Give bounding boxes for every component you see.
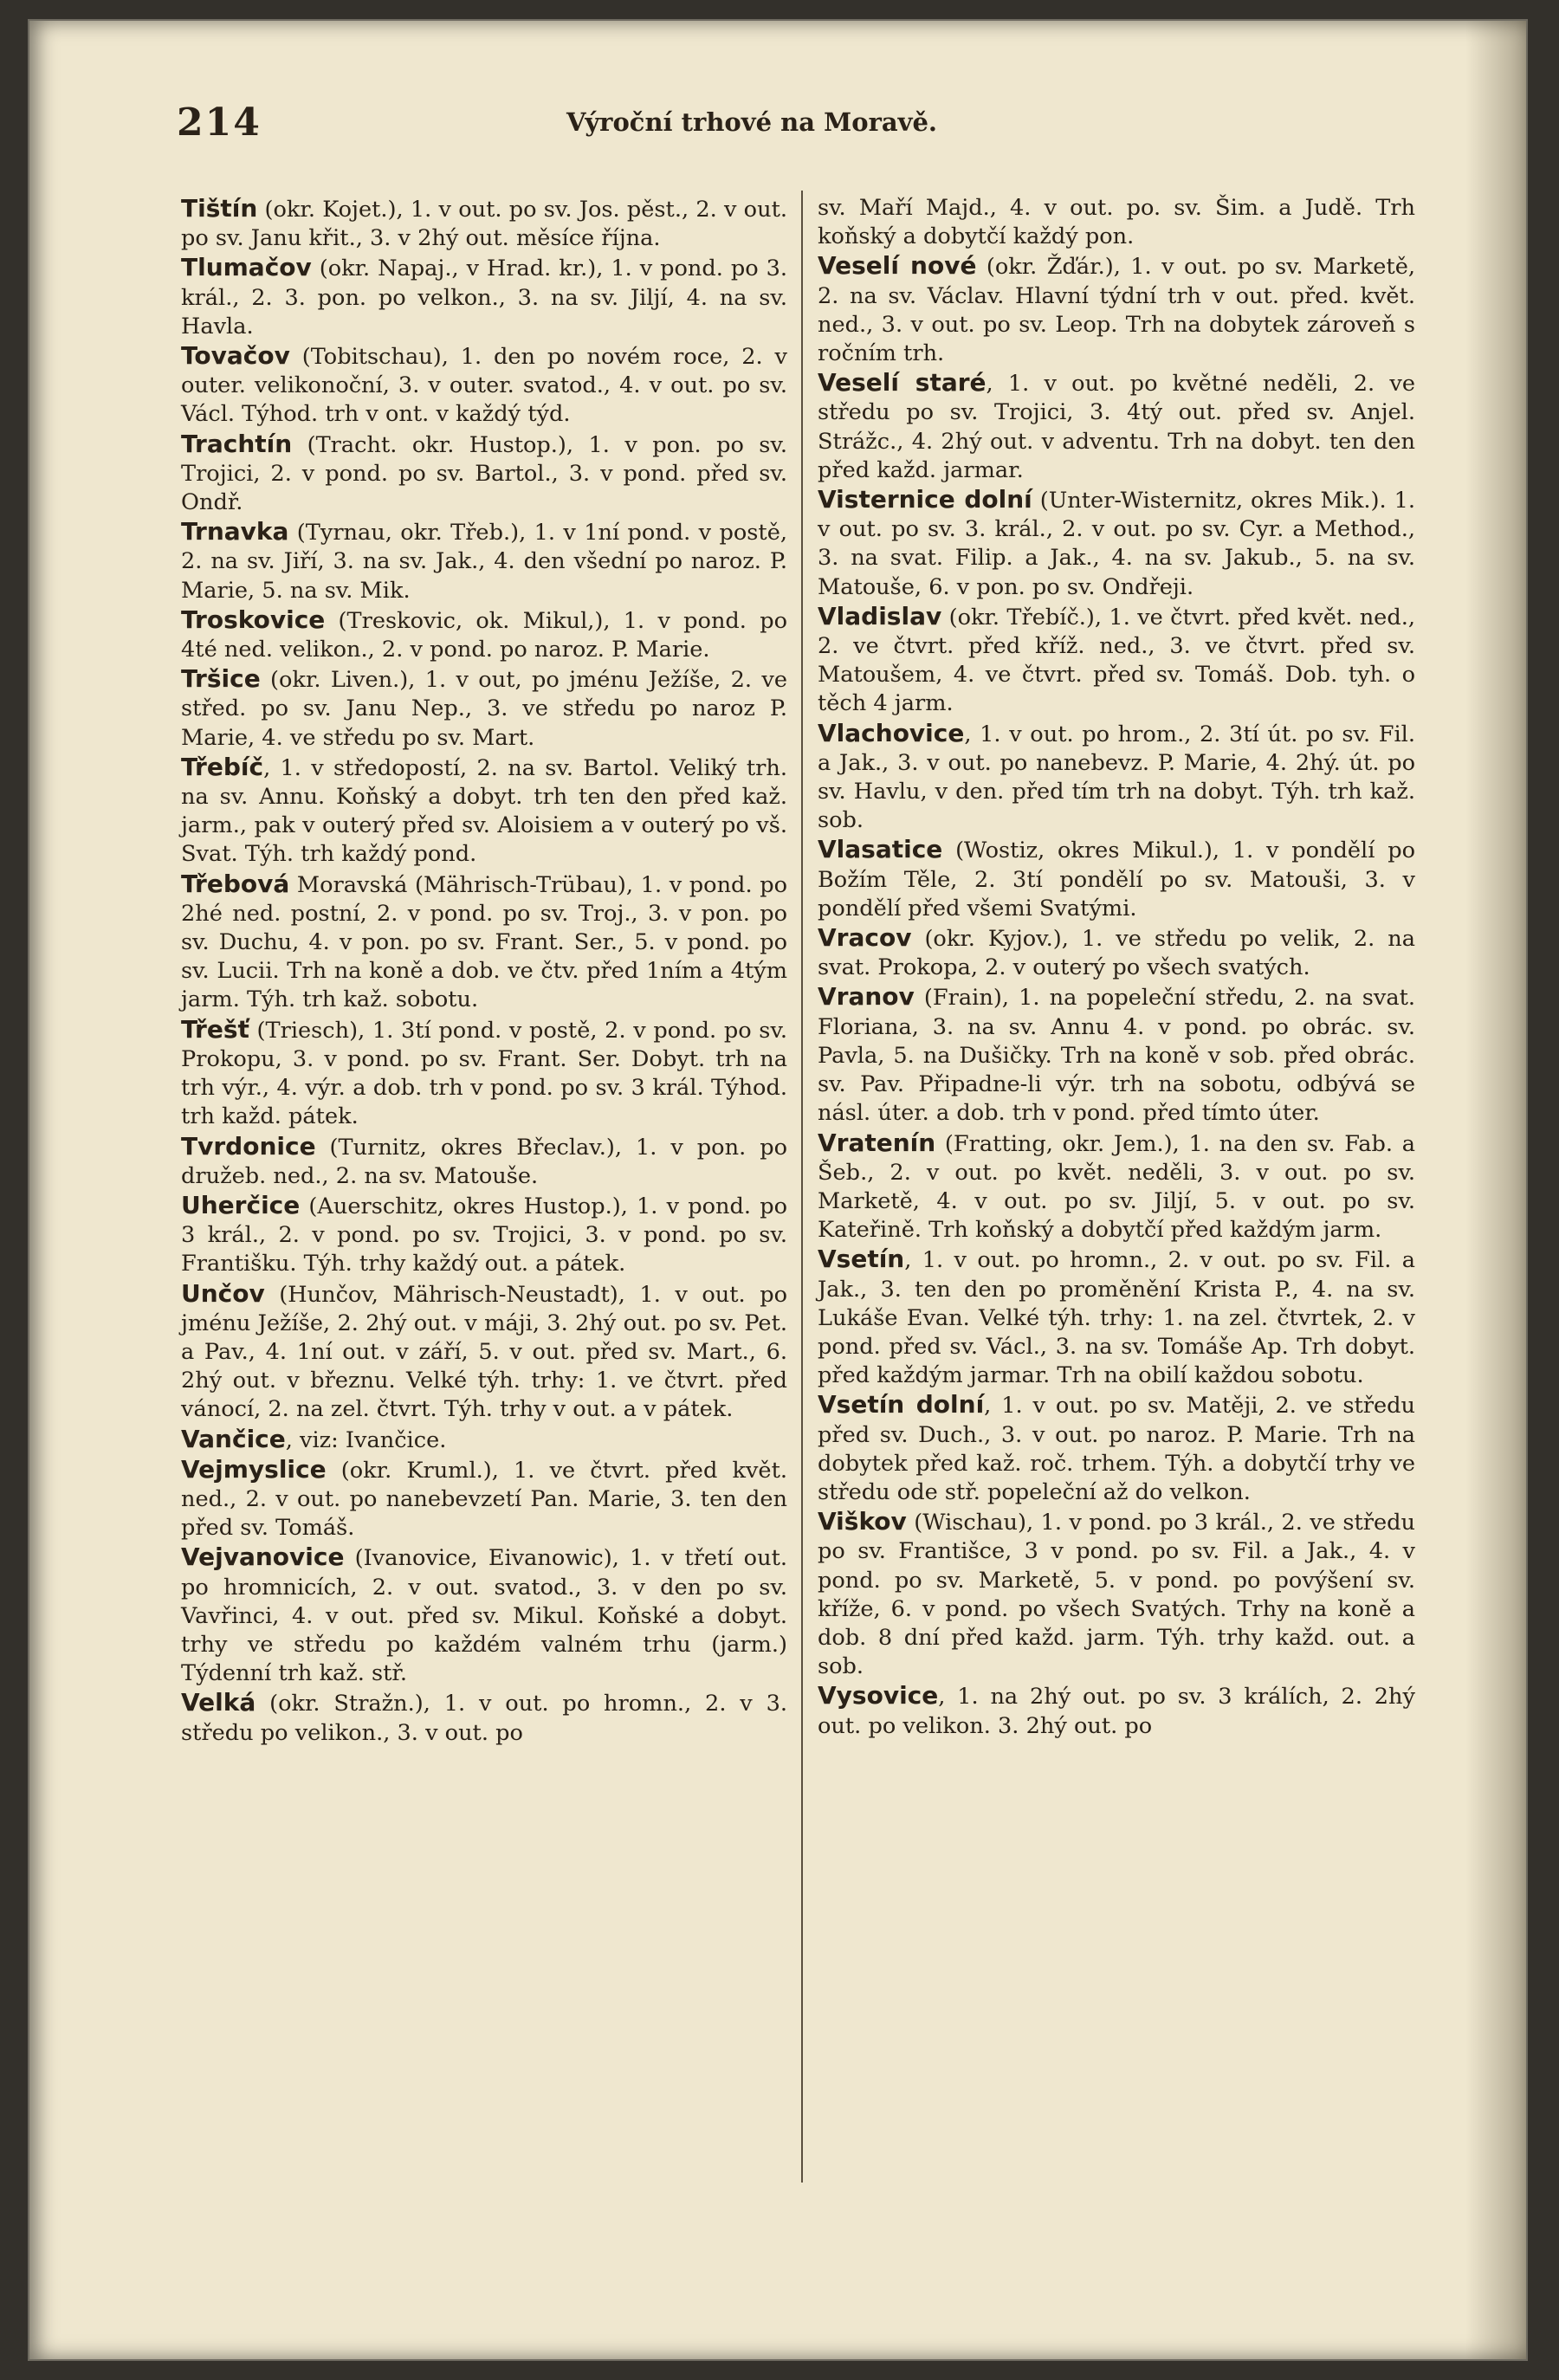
entry-text: Moravská (Mährisch-Trübau), 1. v pond. po 2hé ned. postní, 2. v pond. po sv. Troj., 3. v pon. po sv. Duchu, 4. v pon. po sv. Frant. Ser., 5. v pond. po sv. Lucii. Trh na koně a dob. ve čtv. před 1ním a 4tým jarm. Týh. trh kaž. sobotu.: [181, 871, 787, 1013]
entry-text: (okr. Kojet.), 1. v out. po sv. Jos. pěst., 2. v out. po sv. Janu křit., 3. v 2hý out. měsíce října.: [181, 197, 787, 252]
entry-text: (okr. Liven.), 1. v out, po jménu Ježíše, 2. ve střed. po sv. Janu Nep., 3. ve středu po naroz P. Marie, 4. ve středu po sv. Mart.: [181, 667, 787, 751]
entry-headword: Veselí staré: [818, 368, 987, 398]
gazetteer-entry: [181, 1015, 787, 1132]
entry-text: (Wostiz, okres Mikul.), 1. v pondělí po Božím Těle, 2. 3tí pondělí po sv. Matouši, 3. v pondělí před všemi Svatými.: [818, 838, 1415, 922]
entry-headword: Vejvanovice: [181, 1542, 345, 1572]
gazetteer-entry: [818, 1390, 1415, 1507]
gazetteer-entry: [181, 194, 787, 253]
entry-text: (okr. Třebíč.), 1. ve čtvrt. před květ. ned., 2. ve čtvrt. před kříž. ned., 3. ve čtvrt. před sv. Matoušem, 4. ve čtvrt. před sv. Tomáš. Dob. tyh. o těch 4 jarm.: [818, 604, 1415, 717]
entry-headword: Vančice: [181, 1424, 286, 1453]
entry-headword: Tvrdonice: [181, 1131, 316, 1161]
gazetteer-entry: [181, 605, 787, 664]
entry-headword: Třebíč: [181, 752, 264, 781]
entry-text: (Auerschitz, okres Hustop.), 1. v pond. po 3 král., 2. v pond. po sv. Trojici, 3. v pond. po sv. Františku. Týh. trhy každý out. a pátek.: [181, 1193, 787, 1277]
entry-text: (Unter-Wisternitz, okres Mik.). 1. v out. po sv. 3. král., 2. v out. po sv. Cyr. a Method., 3. na svat. Filip. a Jak., 4. na sv. Jakub., 5. na sv. Matouše, 6. v pon. po sv. Ondřeji.: [818, 488, 1416, 600]
entry-text: , 1. v středopostí, 2. na sv. Bartol. Veliký trh. na sv. Annu. Koňský a dobyt. trh ten den před kaž. jarm., pak v outerý před sv. Aloisiem a v outerý po vš. Svat. Týh. trh každý pond.: [181, 754, 787, 868]
entry-text: (okr. Stražn.), 1. v out. po hromn., 2. v 3. středu po velikon., 3. v out. po: [181, 1691, 787, 1746]
gazetteer-entry: [818, 1681, 1415, 1740]
entry-headword: Veselí nové: [818, 251, 977, 281]
entry-text: (okr. Kyjov.), 1. ve středu po velik, 2. na svat. Prokopa, 2. v outerý po všech svatých.: [818, 926, 1415, 981]
gazetteer-entry: [181, 870, 787, 1015]
gazetteer-entry: [181, 517, 787, 605]
entry-text: (Frain), 1. na popeleční středu, 2. na svat. Floriana, 3. na sv. Annu 4. v pond. po obrác. sv. Pavla, 5. na Dušičky. Trh na koně v sob. před obrác. sv. Pav. Připadne-li výr. trh na sobotu, odbývá se násl. úter. a dob. trh v pond. před tímto úter.: [818, 985, 1415, 1127]
entry-text: (okr. Žďár.), 1. v out. po sv. Marketě, 2. na sv. Václav. Hlavní týdní trh v out. před. květ. ned., 3. v out. po sv. Leop. Trh na dobytek zároveň s ročním trh.: [818, 254, 1416, 367]
page-number: 214: [177, 100, 262, 145]
entry-headword: Velká: [181, 1688, 256, 1717]
page-header: [177, 100, 1476, 152]
entry-headword: Unčov: [181, 1278, 265, 1308]
gazetteer-entry: [181, 253, 787, 341]
gazetteer-entry: [181, 1542, 787, 1688]
running-title: Výroční trhové na Moravě.: [566, 107, 938, 137]
entry-headword: Trachtín: [181, 429, 293, 458]
entry-headword: Vracov: [818, 923, 912, 953]
entry-headword: Vejmyslice: [181, 1454, 327, 1484]
gazetteer-entry: [181, 1132, 787, 1191]
entry-headword: Vysovice: [818, 1681, 939, 1711]
entry-headword: Vlachovice: [818, 718, 965, 747]
entry-headword: Tlumačov: [181, 253, 312, 282]
gazetteer-entry: [181, 1191, 787, 1279]
gazetteer-entry: [181, 1455, 787, 1543]
entry-headword: Tištín: [181, 194, 258, 223]
entry-text: , 1. v out. po květné neděli, 2. ve středu po sv. Trojici, 3. 4tý out. před sv. Anjel. Strážc., 4. 2hý out. v adventu. Trh na dobyt. ten den před každ. jarmar.: [818, 371, 1415, 483]
entry-text: , 1. na 2hý out. po sv. 3 králích, 2. 2hý out. po velikon. 3. 2hý out. po: [818, 1684, 1415, 1739]
entry-headword: Třebová: [181, 869, 290, 898]
entry-text: (okr. Napaj., v Hrad. kr.), 1. v pond. po 3. král., 2. 3. pon. po velkon., 3. na sv. Jiljí, 4. na sv. Havla.: [181, 255, 787, 340]
entry-headword: Vsetín: [818, 1245, 905, 1274]
entry-headword: Vladislav: [818, 601, 942, 631]
entry-text: (Tyrnau, okr. Třeb.), 1. v 1ní pond. v postě, 2. na sv. Jiří, 3. na sv. Jak., 4. den všední po naroz. P. Marie, 5. na sv. Mik.: [181, 520, 787, 604]
gazetteer-entry: [818, 485, 1415, 602]
gazetteer-entry: [181, 430, 787, 518]
gazetteer-entry: [818, 835, 1415, 923]
gazetteer-entry: [818, 719, 1415, 836]
page-spine-shadow: [1465, 21, 1526, 2359]
entry-headword: Vlasatice: [818, 835, 943, 864]
entry-headword: Tršice: [181, 664, 261, 694]
entry-text: , viz: Ivančice.: [285, 1426, 447, 1453]
gazetteer-entry: [181, 341, 787, 430]
entry-text: (Triesch), 1. 3tí pond. v postě, 2. v pond. po sv. Prokopu, 3. v pond. po sv. Frant. Ser. Dobyt. trh na trh výr., 4. výr. a dob. trh v pond. po sv. 3 král. Týhod. trh každ. pátek.: [181, 1017, 787, 1130]
book-page: [29, 21, 1526, 2359]
entry-headword: Vranov: [818, 982, 915, 1012]
column-divider: [801, 191, 803, 2183]
entry-text: , 1. v out. po hromn., 2. v out. po sv. Fil. a Jak., 3. ten den po proměnění Krista P., 4. na sv. Lukáše Evan. Velké týh. trhy: 1. na zel. čtvrtek, 2. v pond. před sv. Václ., 3. na sv. Tomáše Ap. Trh dobyt. před každým jarmar. Trh na obilí každou sobotu.: [818, 1247, 1415, 1389]
entry-headword: Vsetín dolní: [818, 1390, 985, 1420]
entry-text: (Treskovic, ok. Mikul,), 1. v pond. po 4té ned. velikon., 2. v pond. po naroz. P. Marie.: [181, 607, 787, 663]
entry-text: , 1. v out. po sv. Matěji, 2. ve středu před sv. Duch., 3. v out. po naroz. P. Marie. Trh na dobytek před kaž. roč. trhem. Týh. a dobytčí trhy ve středu ode stř. popeleční až do velkon.: [818, 1393, 1415, 1505]
entry-text: (Turnitz, okres Břeclav.), 1. v pon. po družeb. ned., 2. na sv. Matouše.: [181, 1134, 787, 1189]
gazetteer-entry: [818, 251, 1415, 368]
gazetteer-entry: [818, 1129, 1415, 1245]
gazetteer-entry: [818, 1507, 1415, 1681]
gazetteer-entry: [181, 1279, 787, 1425]
gazetteer-entry: [181, 1425, 787, 1455]
entry-headword: Trnavka: [181, 517, 289, 546]
entry-text: (Wischau), 1. v pond. po 3 král., 2. ve středu po sv. Františce, 3 v pond. po sv. Fil. a Jak., 4. v pond. po sv. Marketě, 5. v pond. po povýšení sv. kříže, 6. v pond. po všech Svatých. Trhy na koně a dob. 8 dní před každ. jarm. Týh. trhy každ. out. a sob.: [818, 1510, 1415, 1680]
gazetteer-entry: [818, 194, 1415, 251]
entry-text: (Tracht. okr. Hustop.), 1. v pon. po sv. Trojici, 2. v pond. po sv. Bartol., 3. v pond. před sv. Ondř.: [181, 431, 787, 516]
left-column: [181, 194, 787, 1748]
entry-headword: Třešť: [181, 1014, 249, 1044]
gazetteer-entry: [818, 602, 1415, 719]
entry-headword: Visternice dolní: [818, 485, 1032, 514]
gazetteer-entry: [181, 753, 787, 870]
entry-headword: Troskovice: [181, 605, 326, 634]
gazetteer-entry: [818, 368, 1415, 485]
entry-text: (okr. Kruml.), 1. ve čtvrt. před květ. ned., 2. v out. po nanebevzetí Pan. Marie, 3. ten den před sv. Tomáš.: [181, 1457, 787, 1542]
gazetteer-entry: [818, 923, 1415, 982]
entry-headword: Uherčice: [181, 1190, 301, 1219]
entry-headword: Viškov: [818, 1507, 907, 1536]
entry-text: (Tobitschau), 1. den po novém roce, 2. v outer. velikonoční, 3. v outer. svatod., 4. v out. po sv. Václ. Týhod. trh v ont. v každý týd.: [181, 344, 787, 428]
gazetteer-entry: [818, 1245, 1415, 1390]
gazetteer-entry: [818, 982, 1415, 1128]
entry-text: (Fratting, okr. Jem.), 1. na den sv. Fab. a Šeb., 2. v out. po květ. neděli, 3. v out. po sv. Marketě, 4. v out. po sv. Jiljí, 5. v out. po sv. Kateřině. Trh koňský a dobytčí před každým jarm.: [818, 1130, 1415, 1244]
entry-headword: Vratenín: [818, 1128, 936, 1157]
entry-text: (Ivanovice, Eivanowic), 1. v třetí out. po hromnicích, 2. v out. svatod., 3. v den po sv. Vavřinci, 4. v out. před sv. Mikul. Koňské a dobyt. trhy ve středu po každém valném trhu (jarm.) Týdenní trh kaž. stř.: [181, 1545, 787, 1687]
entry-headword: Tovačov: [181, 341, 290, 371]
entry-text: (Hunčov, Mährisch-Neustadt), 1. v out. po jménu Ježíše, 2. 2hý out. v máji, 3. 2hý out. po sv. Pet. a Pav., 4. 1ní out. v září, 5. v out. před sv. Mart., 6. 2hý out. v březnu. Velké týh. trhy: 1. ve čtvrt. před vánocí, 2. na zel. čtvrt. Týh. trhy v out. a v pátek.: [181, 1281, 787, 1423]
right-column: [818, 194, 1415, 1741]
entry-text: sv. Maří Majd., 4. v out. po. sv. Šim. a Judě. Trh koňský a dobytčí každý pon.: [818, 195, 1415, 250]
gazetteer-entry: [181, 664, 787, 753]
gazetteer-entry: [181, 1688, 787, 1747]
entry-text: , 1. v out. po hrom., 2. 3tí út. po sv. Fil. a Jak., 3. v out. po nanebevz. P. Marie, 4. 2hý. út. po sv. Havlu, v den. před tím trh na dobyt. Týh. trh kaž. sob.: [818, 721, 1415, 834]
